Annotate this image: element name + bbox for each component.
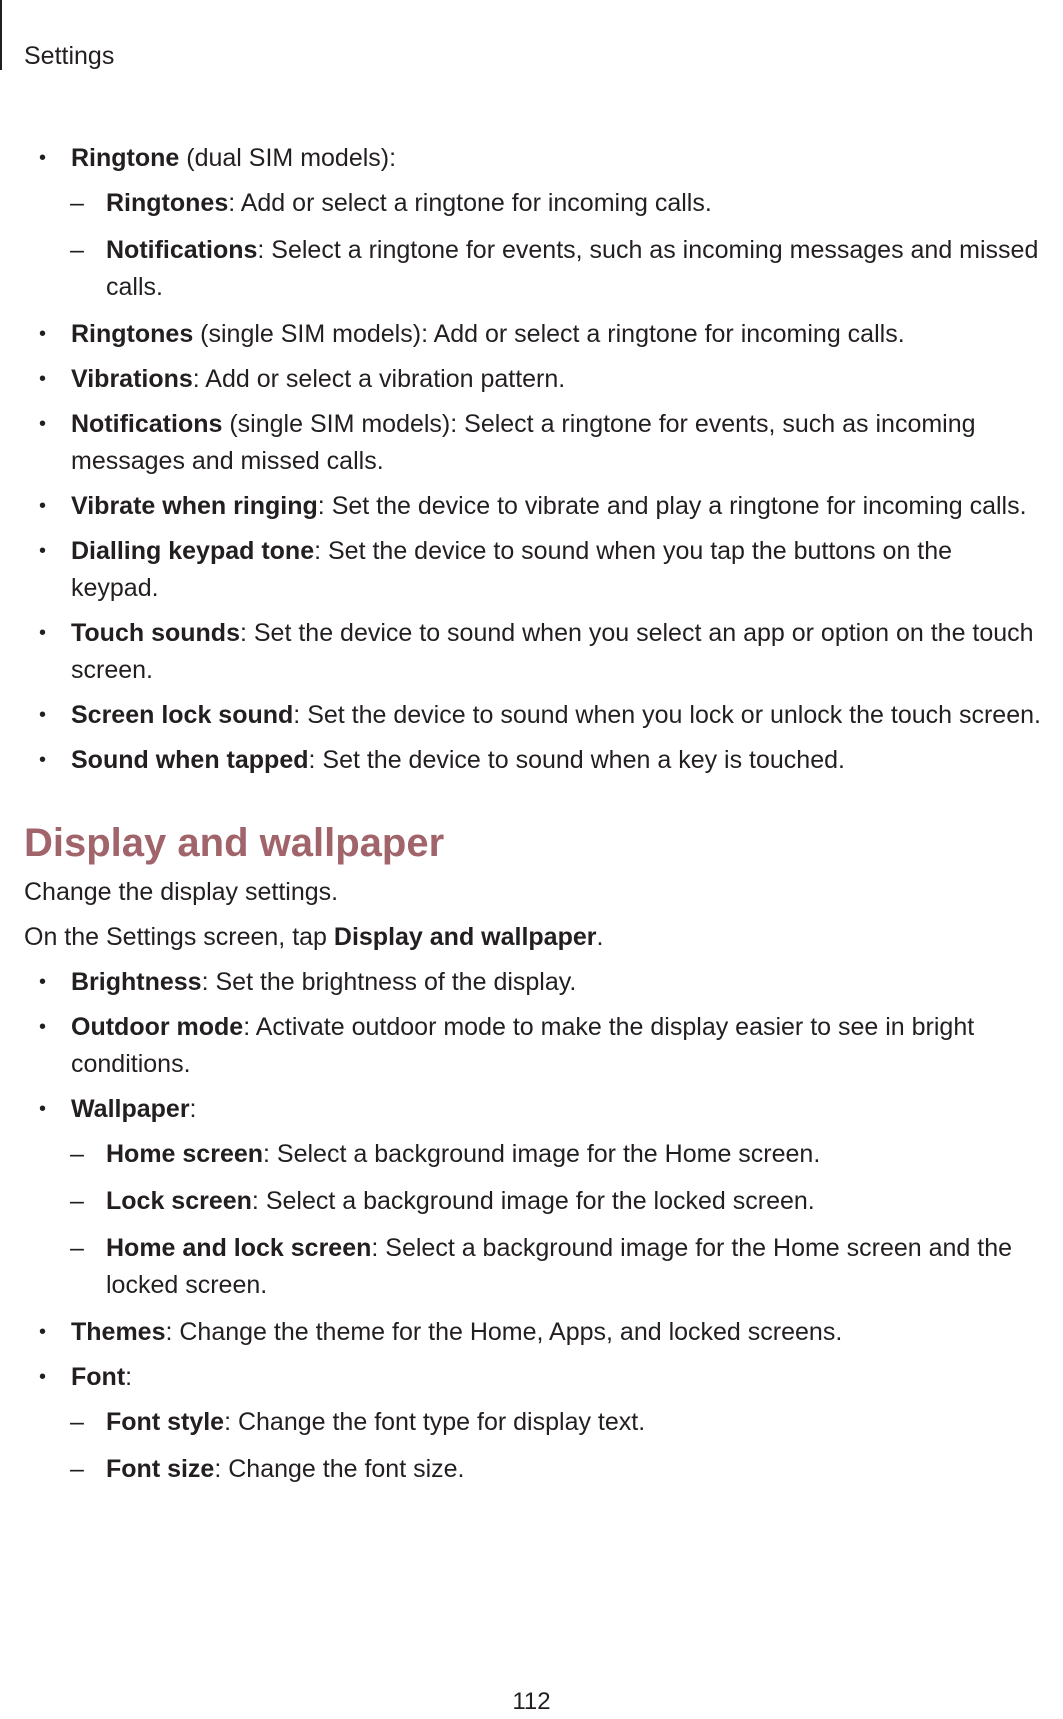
sub-list-item [0,1183,1063,1220]
item-term: Ringtones [106,189,229,217]
item-description: : Set the device to sound when you select an app or option on the touch screen. [71,619,1034,684]
bullet-marker-icon: • [39,971,47,993]
list-item [0,406,1063,480]
item-description: : Select a ringtone for events, such as incoming messages and missed calls. [106,236,1039,301]
dash-marker-icon: – [70,1234,84,1262]
list-item [0,615,1063,689]
list-item [0,1009,1063,1083]
item-description: : Set the device to sound when you tap the buttons on the keypad. [71,537,953,602]
bullet-marker-icon: • [39,495,47,517]
bullet-marker-icon: • [39,622,47,644]
dash-marker-icon: – [70,189,84,217]
item-description: (single SIM models): Select a ringtone for events, such as incoming messages and missed calls. [71,410,976,475]
instruction-suffix: . [596,923,604,951]
display-settings-list [0,964,1063,1488]
list-item [0,742,1063,779]
dash-marker-icon: – [70,1187,84,1215]
sub-list-item [0,185,1063,222]
sub-list-item [0,1451,1063,1488]
item-description: : Select a background image for the Home screen. [263,1140,821,1168]
item-description: : [189,1095,197,1123]
item-term: Brightness [71,968,202,996]
item-term: Font style [106,1408,225,1436]
item-description: : Set the device to sound when you lock or unlock the touch screen. [293,701,1041,729]
bullet-marker-icon: • [39,1366,47,1388]
list-item [0,1359,1063,1396]
item-term: Screen lock sound [71,701,294,729]
item-term: Lock screen [106,1187,252,1215]
bullet-marker-icon: • [39,147,47,169]
section-title: Display and wallpaper [24,821,445,865]
bullet-marker-icon: • [39,540,47,562]
instruction-prefix: On the Settings screen, tap [24,923,334,951]
list-item [0,533,1063,607]
item-description: : [125,1363,133,1391]
bullet-marker-icon: • [39,368,47,390]
item-description: : Set the device to sound when a key is touched. [308,746,845,774]
sub-list-item [0,1230,1063,1304]
item-term: Touch sounds [71,619,240,647]
list-item [0,697,1063,734]
item-term: Sound when tapped [71,746,309,774]
section-intro: Change the display settings. [24,878,339,906]
dash-marker-icon: – [70,1408,84,1436]
running-header: Settings [24,42,115,70]
page-number: 112 [512,1688,551,1715]
item-description: : Select a background image for the locked screen. [251,1187,815,1215]
sound-settings-list [0,140,1063,779]
item-term: Home screen [106,1140,264,1168]
page-content [0,140,1063,1498]
item-description: (dual SIM models): [179,144,397,172]
dash-marker-icon: – [70,1455,84,1483]
item-term: Ringtone [71,144,180,172]
item-description: : Activate outdoor mode to make the display easier to see in bright conditions. [71,1013,975,1078]
item-description: : Set the brightness of the display. [201,968,577,996]
bullet-marker-icon: • [39,413,47,435]
item-description: : Change the font type for display text. [224,1408,646,1436]
list-item [0,361,1063,398]
item-description: : Add or select a ringtone for incoming calls. [228,189,712,217]
sub-list-item [0,232,1063,306]
item-term: Font [71,1363,126,1391]
list-item [0,1314,1063,1351]
bullet-marker-icon: • [39,1016,47,1038]
list-item [0,1091,1063,1128]
item-term: Wallpaper [71,1095,190,1123]
item-term: Vibrations [71,365,193,393]
item-description: : Change the theme for the Home, Apps, and locked screens. [165,1318,843,1346]
item-term: Outdoor mode [71,1013,244,1041]
item-term: Themes [71,1318,166,1346]
item-term: Notifications [71,410,223,438]
item-description: : Change the font size. [214,1455,465,1483]
item-description: : Add or select a vibration pattern. [192,365,566,393]
dash-marker-icon: – [70,1140,84,1168]
bullet-marker-icon: • [39,749,47,771]
section-instruction [24,919,1063,956]
item-term: Font size [106,1455,215,1483]
bullet-marker-icon: • [39,704,47,726]
list-item [0,316,1063,353]
item-term: Home and lock screen [106,1234,372,1262]
sub-list-item [0,1404,1063,1441]
bullet-marker-icon: • [39,1098,47,1120]
item-term: Dialling keypad tone [71,537,315,565]
bullet-marker-icon: • [39,323,47,345]
list-item [0,964,1063,1001]
item-description: (single SIM models): Add or select a ringtone for incoming calls. [193,320,905,348]
item-description: : Set the device to vibrate and play a ringtone for incoming calls. [317,492,1027,520]
item-term: Ringtones [71,320,194,348]
list-item [0,140,1063,177]
header-rule [0,0,2,70]
dash-marker-icon: – [70,236,84,264]
instruction-term: Display and wallpaper [333,923,597,951]
sub-list-item [0,1136,1063,1173]
list-item [0,488,1063,525]
item-description: : Select a background image for the Home screen and the locked screen. [106,1234,1013,1299]
bullet-marker-icon: • [39,1321,47,1343]
item-term: Vibrate when ringing [71,492,318,520]
item-term: Notifications [106,236,258,264]
